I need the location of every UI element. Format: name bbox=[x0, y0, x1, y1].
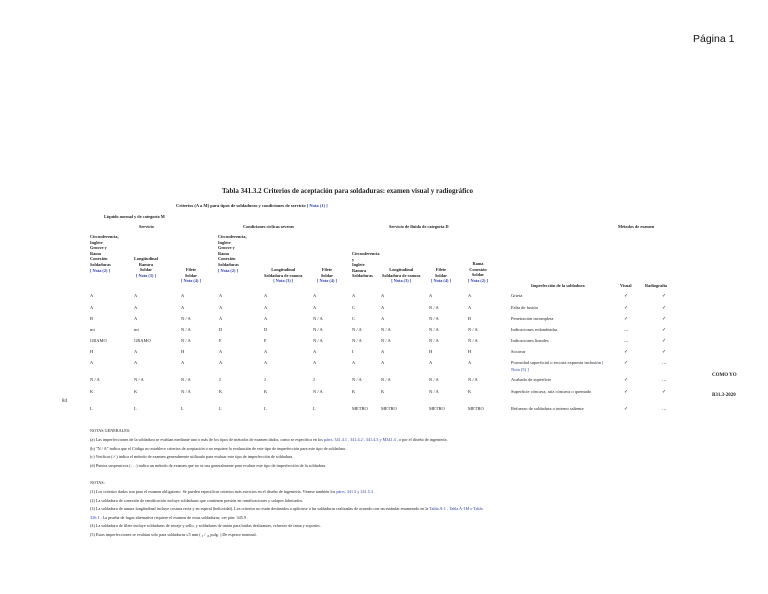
table-cell: L bbox=[264, 406, 267, 411]
table-cell: METRO bbox=[468, 406, 484, 411]
table-cell: A bbox=[264, 293, 268, 298]
imperfection-text: Acabado de superficie bbox=[511, 377, 552, 382]
table-cell: N / A bbox=[352, 377, 362, 382]
note-line bbox=[90, 437, 448, 444]
visual-method-mark: ✓ bbox=[624, 360, 629, 366]
table-cell: L bbox=[313, 406, 316, 411]
table-cell: B bbox=[90, 316, 94, 321]
table-cell: L bbox=[181, 406, 184, 411]
table-cell: D bbox=[264, 327, 268, 332]
table-cell: N / A bbox=[381, 377, 391, 382]
table-cell: H bbox=[181, 349, 185, 354]
table-cell: METRO bbox=[352, 406, 368, 411]
imperfection-text: Superficie cóncava, raíz cóncava o quemado bbox=[511, 389, 592, 394]
table-cell: N / A bbox=[181, 389, 191, 394]
table-cell: N / A bbox=[181, 377, 191, 382]
visual-method-mark: ✓ bbox=[624, 377, 629, 383]
table-cell: A bbox=[352, 360, 356, 365]
table-cell: N / A bbox=[313, 327, 323, 332]
imperfection-cell bbox=[511, 360, 606, 373]
radiography-method-mark: ✓ bbox=[662, 338, 667, 344]
notes-title: NOTAS: bbox=[90, 480, 105, 485]
subtitle-text: Criterios (A a M) para tipos de soldaduras y condiciones de servicio bbox=[176, 203, 306, 208]
table-cell: N / A bbox=[313, 338, 323, 343]
table-cell: A bbox=[219, 360, 223, 365]
side-page-number: 84 bbox=[62, 399, 67, 404]
imperfection-text: Indicaciones lineales bbox=[511, 338, 549, 343]
table-cell: mi bbox=[90, 327, 95, 332]
table-cell: F bbox=[264, 338, 267, 343]
header-col-7: Circunferencia y Inglete Ranura Soldaduras bbox=[352, 251, 380, 279]
header-col-6: Filete Soldar [ Nota (4) ] bbox=[317, 267, 337, 284]
table-cell: H bbox=[429, 349, 433, 354]
imperfection-text: Indicaciones redondeadas bbox=[511, 327, 558, 332]
table-cell: A bbox=[313, 305, 317, 310]
table-subtitle bbox=[176, 203, 328, 208]
header-col-5: Longitudinal Soldadura de ranura [ Nota (3) ] bbox=[264, 267, 303, 284]
note-text: (4) La soldadura de filete incluye soldaduras de encaje y sello, y soldaduras de unión para bridas deslizantes, refuerzo de rama y soportes. bbox=[90, 523, 321, 529]
table-cell: I bbox=[352, 349, 354, 354]
table-cell: N / A bbox=[352, 338, 362, 343]
table-cell: L bbox=[134, 406, 137, 411]
table-cell: N / A bbox=[181, 338, 191, 343]
imperfection-cell bbox=[511, 389, 606, 396]
imperfection-cell bbox=[511, 338, 606, 345]
imperfection-note-link[interactable]: [ Nota (5) ] bbox=[511, 360, 604, 372]
table-cell: A bbox=[134, 349, 138, 354]
radiography-method-mark: ✓ bbox=[662, 316, 667, 322]
table-cell: A bbox=[264, 305, 268, 310]
radiography-method-mark: ✓ bbox=[662, 293, 667, 299]
note-reference-link[interactable]: párrs. 341.4.1 , 341.4.2 , 341.4.3 y M341.4 bbox=[323, 437, 396, 442]
table-cell: GRAMO bbox=[90, 338, 107, 343]
note-text: (2) La soldadura de conexión de ramificación incluye soldaduras que contienen presión en ramificaciones y solapes fabricados. bbox=[90, 497, 304, 503]
visual-method-mark: ✓ bbox=[624, 389, 629, 395]
table-cell: A bbox=[181, 293, 185, 298]
table-cell: A bbox=[468, 360, 472, 365]
table-cell: J bbox=[264, 377, 266, 382]
table-cell: B bbox=[468, 316, 472, 321]
table-cell: C bbox=[352, 305, 356, 310]
table-cell: A bbox=[468, 293, 472, 298]
note-text: . La prueba de fugas alternativa requiere el examen de estas soldaduras; ver párr. 345.9 . bbox=[99, 514, 249, 520]
imperfection-cell bbox=[511, 377, 606, 384]
table-cell: A bbox=[429, 360, 433, 365]
note-text: . bbox=[372, 489, 376, 494]
table-cell: C bbox=[352, 316, 356, 321]
header-col-4: Circunferencia, Inglete Groove y Rama Conexión Soldaduras [ Nota (2) ] bbox=[218, 234, 247, 273]
imperfection-cell bbox=[511, 316, 606, 323]
visual-method-mark: ✓ bbox=[624, 305, 629, 311]
note-text: (3) La soldadura de ranura longitudinal incluye costura recta y en espiral (helicoidal). Los criterios no están destinados a aplicarse a las soldaduras realizadas de acuerdo con un estándar enumerado en la bbox=[90, 506, 430, 512]
table-cell: N / A bbox=[313, 316, 323, 321]
side-label-1: COMO YO bbox=[712, 373, 737, 378]
table-cell: A bbox=[90, 360, 94, 365]
imperfection-text: Porosidad superficial o escoria expuesta inclusión bbox=[511, 360, 601, 365]
note-line bbox=[90, 498, 303, 505]
table-cell: K bbox=[381, 389, 385, 394]
table-cell: K bbox=[90, 389, 94, 394]
radiography-method-mark: ✓ bbox=[662, 349, 667, 355]
table-cell: A bbox=[134, 316, 138, 321]
table-cell: A bbox=[134, 305, 138, 310]
header-col-1: Circunferencia, Inglete Groove y Rama Conexión Soldaduras [ Nota (2) ] bbox=[90, 234, 119, 273]
note-text: (a) Las imperfecciones de la soldadura se evalúan mediante uno o más de los tipos de métodos de examen dados, como se especifica en los bbox=[90, 437, 324, 442]
header-group-cyclic: Condiciones cíclicas severas bbox=[243, 224, 295, 229]
table-cell: L bbox=[219, 406, 222, 411]
header-col-2: Longitudinal Ranura Soldar [ Nota (3) ] bbox=[134, 256, 158, 278]
table-cell: J bbox=[219, 377, 221, 382]
table-cell: GRAMO bbox=[134, 338, 151, 343]
table-cell: N / A bbox=[134, 377, 144, 382]
table-cell: METRO bbox=[381, 406, 397, 411]
note-line bbox=[90, 532, 257, 539]
header-col-3: Filete Soldar [ Nota (4) ] bbox=[181, 267, 201, 284]
note-line bbox=[90, 506, 483, 513]
radiography-method-mark: ✓ bbox=[662, 327, 667, 333]
note-line bbox=[90, 523, 321, 530]
table-cell: N / A bbox=[468, 327, 478, 332]
table-cell: A bbox=[264, 316, 268, 321]
table-cell: K bbox=[264, 389, 268, 394]
radiography-method-mark: ... bbox=[662, 360, 667, 366]
table-cell: N / A bbox=[313, 389, 323, 394]
radiography-method-mark: ... bbox=[662, 406, 667, 412]
table-cell: A bbox=[381, 293, 385, 298]
imperfection-cell bbox=[511, 305, 606, 312]
header-group-normal: Líquido normal y de categoría M bbox=[104, 214, 165, 219]
note-text: (b) "N / A" indica que el Código no establece criterios de aceptación o no requiere la evaluación de este tipo de imperfección para este tipo de soldadura. bbox=[90, 445, 346, 451]
imperfection-cell bbox=[511, 327, 606, 334]
note-text: (d) Puntos suspensivos (. . .) indica un método de examen que no se usa generalmente para evaluar este tipo de imperfección de la soldadura. bbox=[90, 462, 327, 468]
imperfection-text: Refuerzo de soldadura o interno saliente bbox=[511, 406, 584, 411]
note-reference-link[interactable]: párrs. 341.5 y 341.5.3 bbox=[336, 489, 373, 494]
table-cell: A bbox=[381, 316, 385, 321]
table-cell: K bbox=[219, 389, 223, 394]
note-reference-link[interactable]: 326.1 bbox=[90, 514, 100, 520]
table-cell: A bbox=[381, 349, 385, 354]
radiography-method-mark: ... bbox=[662, 377, 667, 383]
note-text: (5) Estas imperfecciones se evalúan solo para soldaduras ≤5 mm ( ₃ / ₁₆ pulg. ) De espesor nominal. bbox=[90, 532, 257, 537]
header-col-10: Rama Conexión Soldar [ Nota (2) ] bbox=[468, 261, 488, 283]
table-cell: L bbox=[90, 406, 93, 411]
table-cell: A bbox=[468, 305, 472, 310]
table-cell: K bbox=[134, 389, 138, 394]
table-cell: N / A bbox=[429, 377, 439, 382]
table-title: Tabla 341.3.2 Criterios de aceptación para soldaduras: examen visual y radiográfico bbox=[222, 187, 473, 195]
table-cell: A bbox=[219, 349, 223, 354]
table-cell: mi bbox=[134, 327, 139, 332]
header-radiography: Radiografía bbox=[645, 283, 667, 288]
table-cell: A bbox=[429, 293, 433, 298]
note-line bbox=[90, 515, 248, 522]
header-imperfection: Imperfección de la soldadura bbox=[531, 283, 585, 288]
table-cell: N / A bbox=[429, 389, 439, 394]
visual-method-mark: ... bbox=[624, 338, 629, 344]
note-line bbox=[90, 454, 293, 461]
radiography-method-mark: ✓ bbox=[662, 305, 667, 311]
table-cell: A bbox=[181, 360, 185, 365]
table-cell: N / A bbox=[468, 338, 478, 343]
table-cell: A bbox=[352, 293, 356, 298]
table-cell: J bbox=[313, 377, 315, 382]
visual-method-mark: ✓ bbox=[624, 293, 629, 299]
table-cell: A bbox=[313, 293, 317, 298]
table-cell: A bbox=[381, 305, 385, 310]
general-notes-title: NOTAS GENERALES: bbox=[90, 428, 131, 433]
table-cell: N / A bbox=[381, 338, 391, 343]
table-cell: A bbox=[134, 293, 138, 298]
imperfection-cell bbox=[511, 349, 606, 356]
table-cell: A bbox=[313, 349, 317, 354]
table-cell: A bbox=[219, 293, 223, 298]
imperfection-text: Penetración incompleta bbox=[511, 316, 554, 321]
table-cell: A bbox=[134, 360, 138, 365]
table-cell: A bbox=[181, 305, 185, 310]
imperfection-cell bbox=[511, 406, 606, 413]
table-cell: N / A bbox=[429, 338, 439, 343]
header-group-d: Servicio de fluido de categoría D bbox=[389, 224, 449, 229]
note-text: (c) Verificar (✓) indica el método de examen generalmente utilizado para evaluar este tipo de imperfección de soldadura. bbox=[90, 454, 294, 460]
table-cell: N / A bbox=[181, 316, 191, 321]
imperfection-text: Socavar bbox=[511, 349, 526, 354]
note-line bbox=[90, 489, 375, 496]
imperfection-text: Falta de fusión bbox=[511, 305, 538, 310]
table-cell: METRO bbox=[429, 406, 445, 411]
visual-method-mark: ... bbox=[624, 327, 629, 333]
table-cell: N / A bbox=[90, 377, 100, 382]
table-cell: N / A bbox=[181, 327, 191, 332]
visual-method-mark: ✓ bbox=[624, 316, 629, 322]
table-cell: N / A bbox=[429, 316, 439, 321]
header-servicio: Servicio bbox=[139, 224, 154, 229]
visual-method-mark: ✓ bbox=[624, 406, 629, 412]
header-col-9: Filete Soldar [ Nota (4) ] bbox=[431, 267, 451, 284]
table-cell: A bbox=[219, 305, 223, 310]
table-cell: A bbox=[264, 349, 268, 354]
table-cell: N / A bbox=[429, 305, 439, 310]
table-cell: N / A bbox=[352, 327, 362, 332]
visual-method-mark: ✓ bbox=[624, 349, 629, 355]
table-cell: H bbox=[468, 349, 472, 354]
note-line bbox=[90, 463, 326, 470]
imperfection-cell bbox=[511, 293, 606, 300]
note-text: (1) Los criterios dados son para el examen obligatorio. Se pueden especificar criterios más estrictos en el diseño de ingeniería. Véanse también los bbox=[90, 489, 337, 494]
table-cell: N / A bbox=[468, 377, 478, 382]
imperfection-text: Grieta bbox=[511, 293, 523, 298]
table-cell: N / A bbox=[429, 327, 439, 332]
table-cell: H bbox=[90, 349, 94, 354]
note-reference-link[interactable]: Tabla A-1 , Tabla A-1M o Tabla bbox=[429, 506, 483, 512]
header-group-methods: Métodos de examen bbox=[618, 224, 655, 229]
page-number: Página 1 bbox=[693, 33, 735, 45]
subtitle-note-link[interactable]: [ Nota (1) ] bbox=[306, 203, 328, 208]
table-cell: N / A bbox=[381, 327, 391, 332]
header-col-8: Longitudinal Soldadura de ranura [ Nota (3) ] bbox=[382, 267, 421, 284]
table-cell: A bbox=[90, 305, 94, 310]
table-cell: A bbox=[90, 293, 94, 298]
radiography-method-mark: ✓ bbox=[662, 389, 667, 395]
table-cell: D bbox=[219, 327, 223, 332]
table-cell: A bbox=[313, 360, 317, 365]
table-cell: K bbox=[352, 389, 356, 394]
table-cell: F bbox=[219, 338, 222, 343]
table-cell: A bbox=[264, 360, 268, 365]
note-line bbox=[90, 446, 346, 453]
table-cell: K bbox=[468, 389, 472, 394]
table-cell: A bbox=[219, 316, 223, 321]
header-visual: Visual bbox=[620, 283, 632, 288]
note-text: , o por el diseño de ingeniería. bbox=[395, 437, 448, 442]
side-label-2: B31.3-2020 bbox=[712, 393, 736, 398]
table-cell: A bbox=[381, 360, 385, 365]
